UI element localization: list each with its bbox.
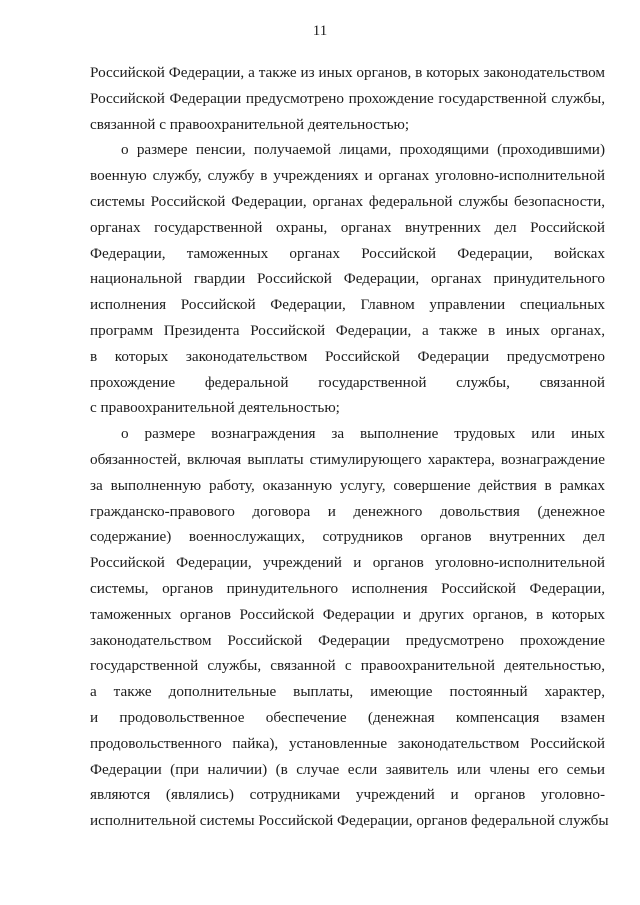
text-line: системы, органов принудительного исполнения Российской Федерации, (90, 579, 605, 597)
text-line: таможенных органов Российской Федерации и других органов, в которых (90, 605, 605, 623)
page-number: 11 (312, 23, 328, 39)
paragraph (90, 137, 605, 421)
text-line: о размере пенсии, получаемой лицами, проходящими (проходившими) (121, 141, 605, 159)
text-line: военную службу, службу в учреждениях и органах уголовно-исполнительной (90, 167, 605, 185)
text-line: государственной службы, связанной с правоохранительной деятельностью, (90, 657, 605, 675)
text-line: продовольственного пайка), установленные законодательством Российской (90, 734, 605, 752)
text-line: Российской Федерации, учреждений и органов уголовно-исполнительной (90, 554, 605, 572)
paragraph (90, 60, 605, 137)
text-line: в которых законодательством Российской Федерации предусмотрено (90, 347, 605, 365)
text-line: исполнительной системы Российской Федерации, органов федеральной службы (90, 812, 609, 830)
document-body (90, 60, 609, 834)
text-line: Федерации, таможенных органах Российской Федерации, войсках (90, 244, 605, 262)
text-line: за выполненную работу, оказанную услугу, совершение действия в рамках (90, 476, 605, 494)
text-line: Российской Федерации, а также из иных органов, в которых законодательством (90, 64, 605, 81)
text-line: гражданско-правового договора и денежного довольствия (денежное (90, 502, 605, 520)
text-line: национальной гвардии Российской Федерации, органах принудительного (90, 270, 605, 288)
text-line: являются (являлись) сотрудниками учреждений и органов уголовно- (90, 786, 605, 804)
paragraph (90, 421, 609, 834)
text-line: прохождение федеральной государственной службы, связанной (90, 373, 605, 391)
text-line: Федерации (при наличии) (в случае если заявитель или члены его семьи (90, 760, 605, 778)
text-line: исполнения Российской Федерации, Главном управлении специальных (90, 296, 605, 314)
text-line: и продовольственное обеспечение (денежная компенсация взамен (90, 708, 605, 726)
text-line: системы Российской Федерации, органах федеральной службы безопасности, (90, 192, 605, 210)
text-line: связанной с правоохранительной деятельностью; (90, 115, 410, 133)
text-line: законодательством Российской Федерации предусмотрено прохождение (90, 631, 605, 649)
text-line: органах государственной охраны, органах внутренних дел Российской (90, 218, 605, 236)
text-line: программ Президента Российской Федерации, а также в иных органах, (90, 321, 605, 339)
text-line: содержание) военнослужащих, сотрудников органов внутренних дел (90, 528, 605, 546)
text-line: о размере вознаграждения за выполнение трудовых или иных (121, 425, 605, 443)
text-line: Российской Федерации предусмотрено прохождение государственной службы, (90, 89, 605, 107)
text-line: а также дополнительные выплаты, имеющие постоянный характер, (90, 683, 605, 701)
text-line: обязанностей, включая выплаты стимулирующего характера, вознаграждение (90, 450, 605, 468)
text-line: с правоохранительной деятельностью; (90, 399, 340, 417)
